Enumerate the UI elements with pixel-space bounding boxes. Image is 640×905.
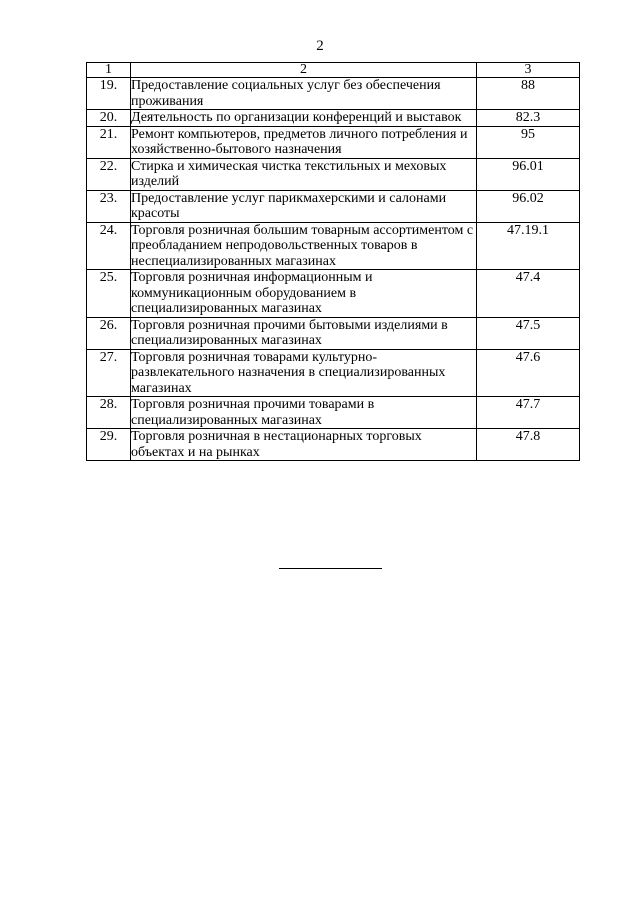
- table-row: [87, 110, 580, 127]
- activity-description: Деятельность по организации конференций и выставок: [131, 110, 477, 127]
- column-header-3: 3: [477, 63, 580, 78]
- okved-code: 96.01: [477, 158, 580, 190]
- activity-description: Ремонт компьютеров, предметов личного потребления и хозяйственно-бытового назначения: [131, 126, 477, 158]
- activity-codes-table: [86, 62, 580, 461]
- row-number: 28.: [87, 397, 131, 429]
- activity-description: Торговля розничная товарами культурно-развлекательного назначения в специализированных магазинах: [131, 349, 477, 397]
- activity-description: Торговля розничная прочими бытовыми изделиями в специализированных магазинах: [131, 317, 477, 349]
- okved-code: 95: [477, 126, 580, 158]
- okved-code: 47.8: [477, 429, 580, 461]
- table-row: [87, 270, 580, 318]
- okved-code: 47.5: [477, 317, 580, 349]
- okved-code: 47.6: [477, 349, 580, 397]
- row-number: 19.: [87, 78, 131, 110]
- row-number: 29.: [87, 429, 131, 461]
- row-number: 25.: [87, 270, 131, 318]
- table-row: [87, 397, 580, 429]
- table-row: [87, 190, 580, 222]
- table-row: [87, 429, 580, 461]
- table-row: [87, 126, 580, 158]
- row-number: 27.: [87, 349, 131, 397]
- table-row: [87, 222, 580, 270]
- table-row: [87, 349, 580, 397]
- row-number: 24.: [87, 222, 131, 270]
- activity-description: Торговля розничная в нестационарных торговых объектах и на рынках: [131, 429, 477, 461]
- activity-description: Торговля розничная большим товарным ассортиментом с преобладанием непродовольственных товаров в неспециализированных магазинах: [131, 222, 477, 270]
- row-number: 22.: [87, 158, 131, 190]
- activity-description: Торговля розничная прочими товарами в специализированных магазинах: [131, 397, 477, 429]
- okved-code: 47.4: [477, 270, 580, 318]
- activity-description: Торговля розничная информационным и коммуникационным оборудованием в специализированных магазинах: [131, 270, 477, 318]
- okved-code: 47.7: [477, 397, 580, 429]
- activity-description: Предоставление услуг парикмахерскими и салонами красоты: [131, 190, 477, 222]
- activity-description: Стирка и химическая чистка текстильных и меховых изделий: [131, 158, 477, 190]
- page-number: 2: [316, 38, 324, 54]
- column-header-1: 1: [87, 63, 131, 78]
- column-header-2: 2: [131, 63, 477, 78]
- okved-code: 82.3: [477, 110, 580, 127]
- table-row: [87, 78, 580, 110]
- okved-code: 47.19.1: [477, 222, 580, 270]
- table-header-row: [87, 63, 580, 78]
- table-row: [87, 158, 580, 190]
- okved-code: 88: [477, 78, 580, 110]
- row-number: 21.: [87, 126, 131, 158]
- row-number: 23.: [87, 190, 131, 222]
- row-number: 26.: [87, 317, 131, 349]
- end-of-document-rule: [279, 568, 382, 569]
- okved-code: 96.02: [477, 190, 580, 222]
- table-row: [87, 317, 580, 349]
- row-number: 20.: [87, 110, 131, 127]
- activity-description: Предоставление социальных услуг без обеспечения проживания: [131, 78, 477, 110]
